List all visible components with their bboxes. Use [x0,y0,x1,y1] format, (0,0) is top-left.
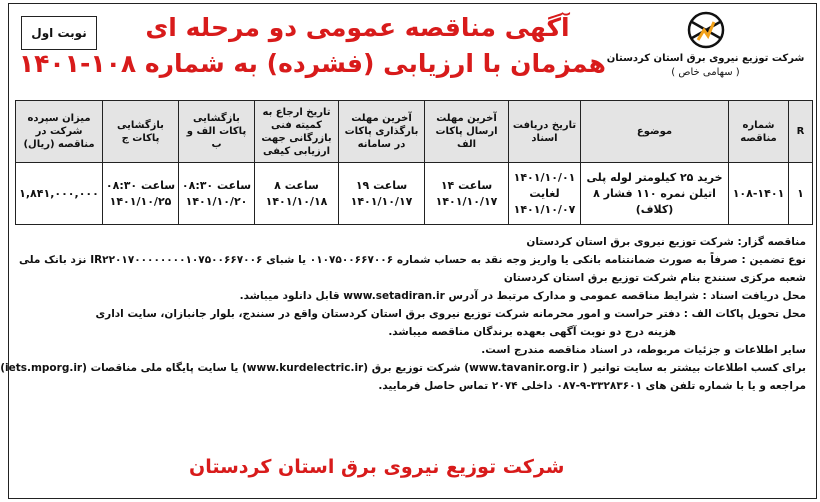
subject-line2: اتیلن نمره ۱۱۰ فشار ۸ (کلاف) [593,186,716,216]
open-c-date: ۱۴۰۱/۱۰/۲۵ [109,194,172,208]
round-badge: نوبت اول [21,16,97,50]
deposit-value: ۱,۸۴۱,۰۰۰,۰۰۰ [19,186,99,200]
cell-open-ab [179,163,255,225]
col-header-open-c: بازگشایی پاکات ج [103,101,179,163]
return-time: ساعت ۸ [274,178,319,192]
open-ab-time: ساعت ۰۸:۳۰ [181,178,252,192]
company-name: شرکت توزیع نیروی برق استان کردستان [606,53,805,64]
table-row [16,163,813,225]
table-header-row [16,101,813,163]
cell-open-c [103,163,179,225]
tender-organizer: مناقصه گزار: شرکت توزیع نیروی برق استان کردستان [526,236,806,248]
upload-deadline-time: ساعت ۱۹ [355,178,408,192]
cell-tender-no [729,163,789,225]
send-deadline-date: ۱۴۰۱/۱۰/۱۷ [435,194,498,208]
company-type: ( سهامی خاص ) [671,67,740,78]
cell-r: ۱ [789,163,813,225]
doc-receipt-start: ۱۴۰۱/۱۰/۰۱ [513,170,576,184]
document-location: محل دریافت اسناد : شرایط مناقصه عمومی و مدارک مرتبط در آدرس www.setadiran.ir قابل دانلود میباشد. [239,290,806,302]
upload-deadline-date: ۱۴۰۱/۱۰/۱۷ [350,194,413,208]
guarantee-branch: مرکزی سنندج بنام شرکت توزیع برق استان کردستان [503,272,776,284]
ad-cost-note: هزینه درج دو نوبت آگهی بعهده برندگان مناقصه میباشد. [388,326,676,338]
col-header-r: R [789,101,813,163]
col-header-send-deadline: آخرین مهلت ارسال پاکات الف [425,101,509,163]
guarantee-text: نوع تضمین : صرفاً به صورت ضمانتنامه بانکی یا واریز وجه نقد به حساب شماره ۰۱۰۷۵۰۰۶۶۷۰۰۶ یا شبای IR۲۲۰۱۷۰۰۰۰۰۰۰۰۱۰۷۵۰۰۶۶۷۰۰۶ نزد بانک ملی شعبه [19,254,806,284]
cell-doc-receipt [509,163,581,225]
col-header-upload-deadline: آخرین مهلت بارگذاری پاکات در سامانه [339,101,425,163]
other-info: سایر اطلاعات و جزئیات مربوطه، در اسناد مناقصه مندرج است. [481,344,806,356]
col-header-return-date: تاریخ ارجاع به کمیته فنی بازرگانی جهت ارزیابی کیفی [255,101,339,163]
footer-signature: شرکت توزیع نیروی برق استان کردستان [189,456,565,478]
guarantee-type [19,251,806,287]
cell-deposit [16,163,103,225]
open-ab-date: ۱۴۰۱/۱۰/۲۰ [185,194,248,208]
notice-title: آگهی مناقصه عمومی دو مرحله ای [145,13,570,42]
more-info-sites: برای کسب اطلاعات بیشتر به سایت توانیر ( www.tavanir.org.ir) شرکت توزیع برق (www.kurdelectric.ir) یا سایت پایگاه ملی مناقصات (iets.mporg.ir) [0,362,806,374]
doc-receipt-end: ۱۴۰۱/۱۰/۰۷ [513,202,576,216]
notice-subtitle: همزمان با ارزیابی (فشرده) به شماره ۱۰۸-۱۴۰۱ [18,49,606,78]
cell-return-date [255,163,339,225]
doc-receipt-until: لغایت [529,186,560,200]
cell-subject [581,163,729,225]
col-header-tender-no: شماره مناقصه [729,101,789,163]
subject-line1: خرید ۲۵ کیلومتر لوله پلی [586,170,723,184]
cell-upload-deadline [339,163,425,225]
col-header-open-ab: بازگشایی پاکات الف و ب [179,101,255,163]
delivery-location: محل تحویل پاکات الف : دفتر حراست و امور محرمانه شرکت توزیع نیروی برق استان کردستان واقع در سنندج، بلوار جانبازان، سایت اداری [95,308,806,320]
tender-table [15,100,813,225]
company-logo-icon [684,10,728,50]
contact-phones: مراجعه و یا با شماره تلفن های ۳۳۲۸۳۶۰۱-۹-۰۸۷ داخلی ۲۰۷۴ تماس حاصل فرمایید. [378,380,806,392]
open-c-time: ساعت ۰۸:۳۰ [105,178,176,192]
col-header-deposit: میزان سپرده شرکت در مناقصه (ریال) [16,101,103,163]
tender-no-value: ۱۰۸-۱۴۰۱ [732,186,785,200]
notice-header [9,4,816,96]
col-header-doc-receipt: تاریخ دریافت اسناد [509,101,581,163]
send-deadline-time: ساعت ۱۴ [440,178,493,192]
return-date-value: ۱۴۰۱/۱۰/۱۸ [265,194,328,208]
notice-frame [0,3,817,499]
company-block [603,10,808,79]
col-header-subject: موضوع [581,101,729,163]
notice-details [0,233,806,395]
cell-send-deadline [425,163,509,225]
